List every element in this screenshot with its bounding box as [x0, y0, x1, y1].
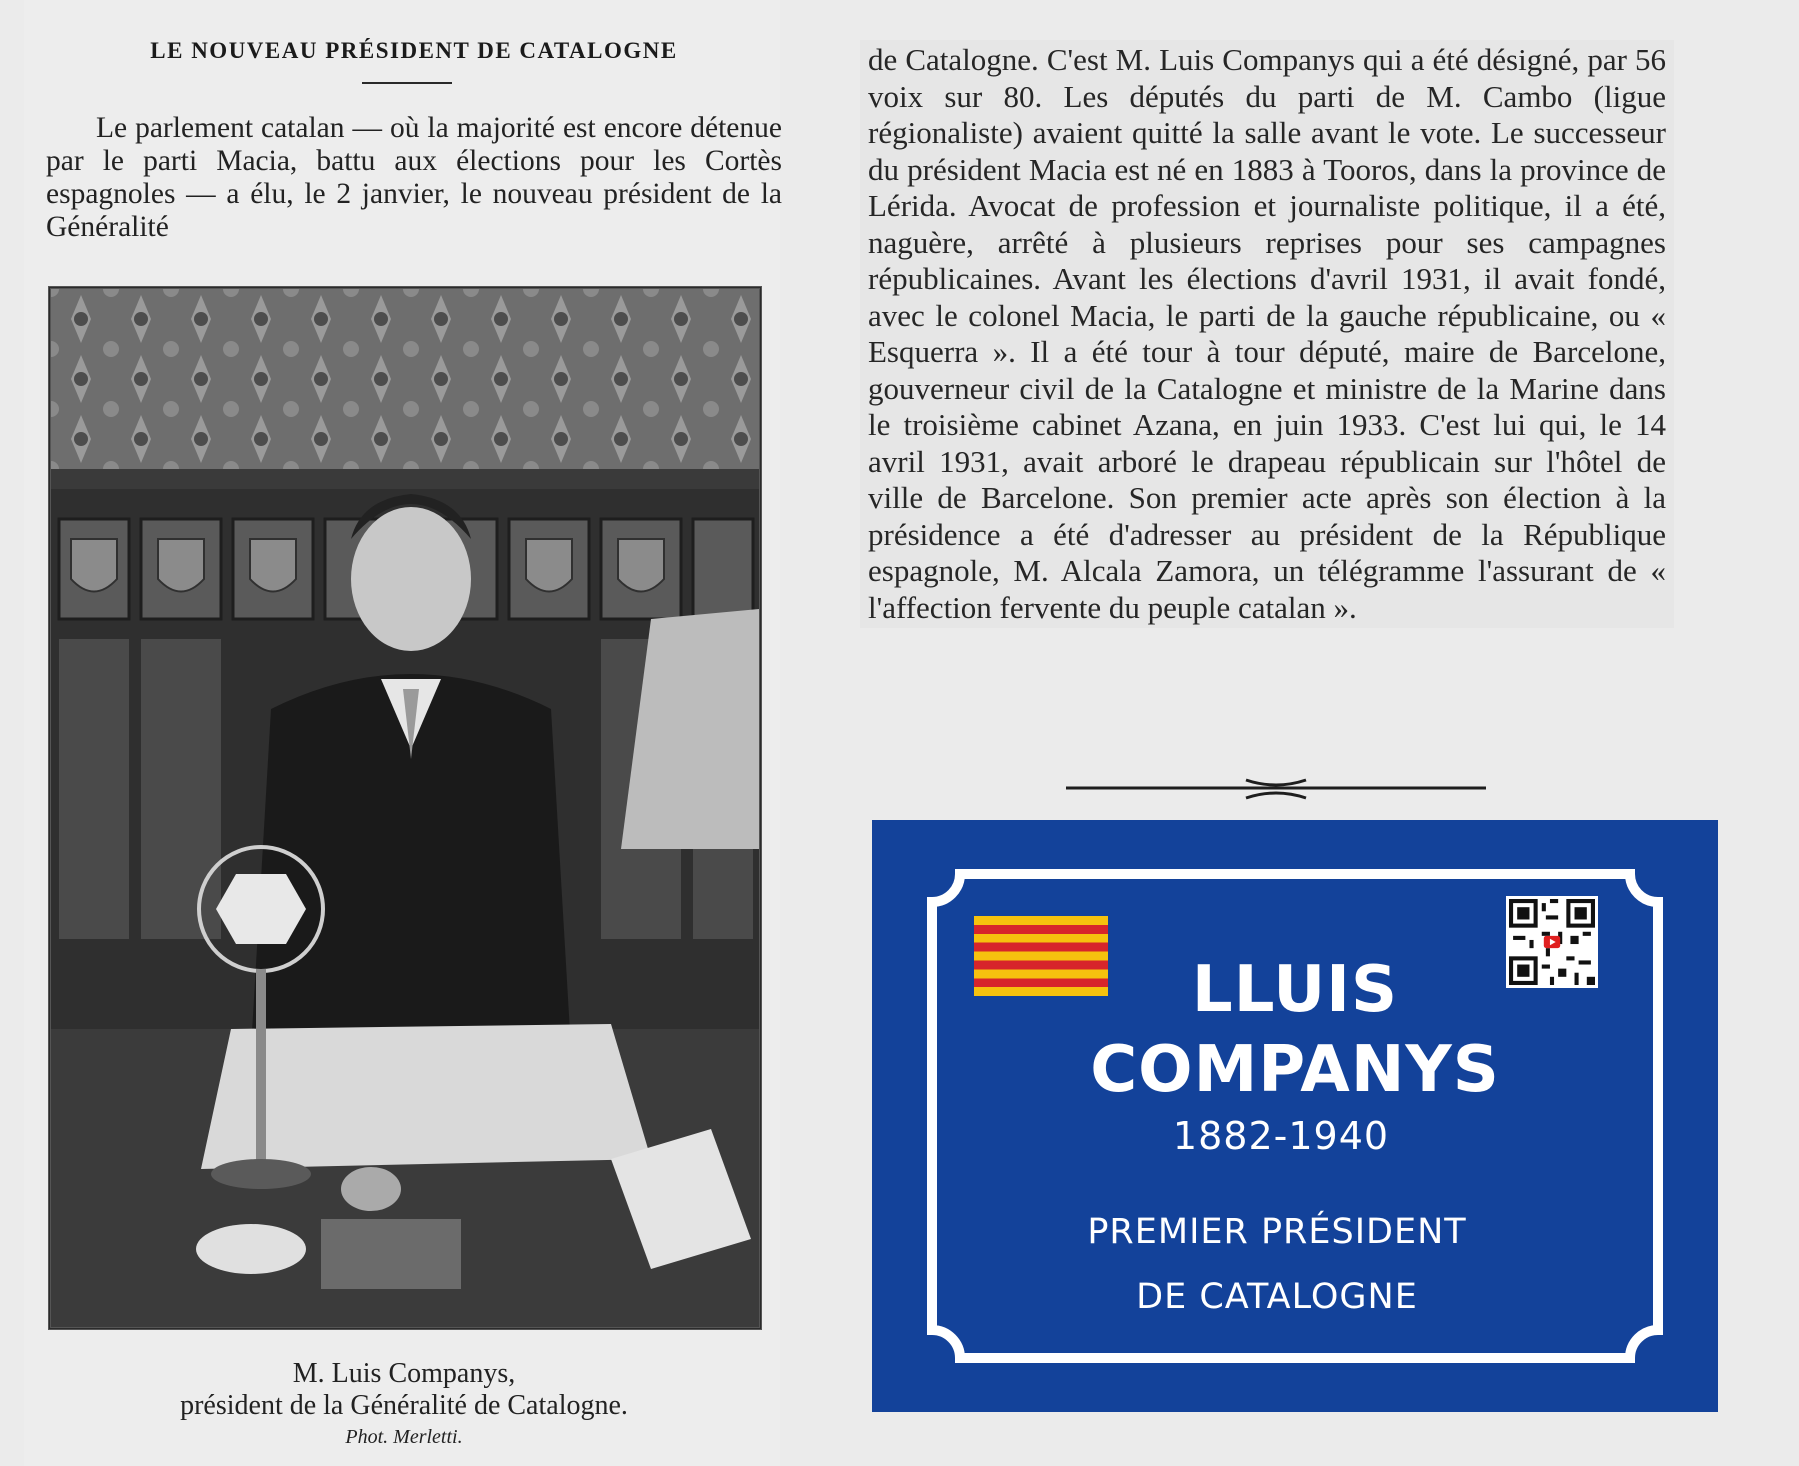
- plaque-first-name: LLUIS: [1191, 953, 1399, 1027]
- article-headline: LE NOUVEAU PRÉSIDENT DE CATALOGNE: [150, 38, 678, 63]
- end-ornament-divider: [1066, 774, 1486, 804]
- article-continuation: de Catalogne. C'est M. Luis Companys qui a été désigné, par 56 voix sur 80. Les députés du parti de M. Cambo (ligue régionaliste) avaient quitté la salle avant le vote. Le successeur du président Macia est né en 1883 à Tooros, dans la province de Lérida. Avocat de profession et journaliste politique, il a été, naguère, arrêté à plusieurs reprises pour ses campagnes républicaines. Avant les élections d'avril 1931, il avait fondé, avec le colonel Macia, le parti de la gauche républicaine, ou « Esquerra ». Il a été tour à tour député, maire de Barcelone, gouverneur civil de la Catalogne et ministre de la Marine dans le troisième cabinet Azana, en juin 1933. C'est lui qui, le 14 avril 1931, avait arboré le drapeau républicain sur l'hôtel de ville de Barcelone. Son premier acte après son élection à la présidence a été d'adresser au président de la République espagnole, M. Alcala Zamora, un télégramme l'assurant de « l'affection fervente du peuple catalan ».: [860, 40, 1674, 628]
- commemorative-plaque: [872, 820, 1718, 1412]
- plaque-last-name: COMPANYS: [1090, 1033, 1500, 1107]
- plaque-subtitle-line1: PREMIER PRÉSIDENT: [1087, 1212, 1467, 1252]
- headline-divider: [362, 82, 452, 84]
- photo-credit: Phot. Merletti.: [345, 1426, 463, 1448]
- newspaper-left-column: [24, 0, 780, 1466]
- caption-title: président de la Généralité de Catalogne.: [180, 1390, 628, 1421]
- photo-caption: [64, 1358, 744, 1452]
- caption-name: M. Luis Companys,: [292, 1358, 516, 1389]
- article-intro: Le parlement catalan — où la majorité est encore détenue par le parti Macia, battu aux élections pour les Cortès espagnoles — a élu, le 2 janvier, le nouveau président de la Généralité: [46, 112, 782, 243]
- portrait-photo: [48, 286, 762, 1330]
- portrait-illustration: [51, 289, 759, 1327]
- qr-code-pattern: [1509, 899, 1595, 985]
- plaque-subtitle-line2: DE CATALOGNE: [1136, 1277, 1418, 1317]
- qr-code-icon[interactable]: [1506, 896, 1598, 988]
- plaque-years: 1882-1940: [1172, 1114, 1390, 1158]
- plaque-subtitle: [1012, 1200, 1542, 1330]
- plaque-name: [1072, 950, 1518, 1110]
